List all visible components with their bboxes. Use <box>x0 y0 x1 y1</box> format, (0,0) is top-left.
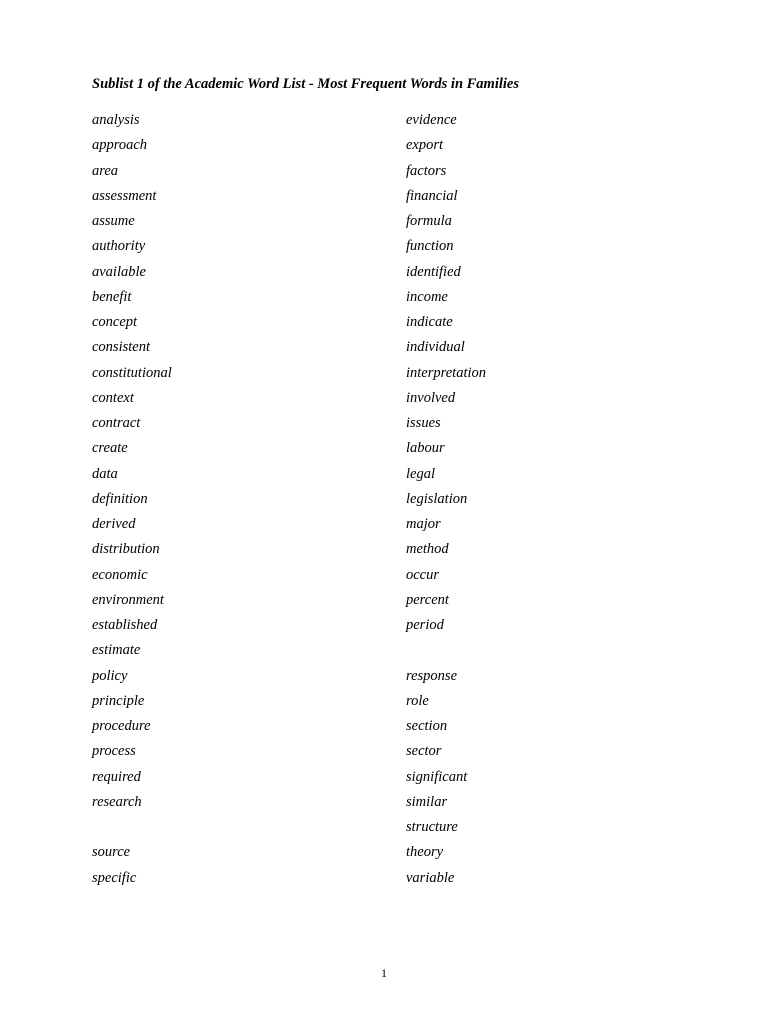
word-row <box>92 537 652 562</box>
word-right-column: legislation <box>406 490 468 507</box>
word-right-column: issues <box>406 415 441 432</box>
word-right-column: percent <box>406 591 449 608</box>
word-left-column: approach <box>92 137 148 154</box>
page-title: Sublist 1 of the Academic Word List - Most Frequent Words in Families <box>92 76 519 92</box>
word-right-column: formula <box>406 213 452 230</box>
word-left-column: economic <box>92 566 148 583</box>
word-right-column: structure <box>406 819 458 836</box>
word-left-column: procedure <box>92 718 151 735</box>
word-right-column: evidence <box>406 112 457 129</box>
word-right-column: theory <box>406 844 444 861</box>
word-left-column: context <box>92 389 134 406</box>
word-left-column: research <box>92 793 142 810</box>
word-left-column: process <box>92 743 136 760</box>
word-row <box>92 815 652 840</box>
word-row <box>92 739 652 764</box>
word-right-column: occur <box>406 566 440 583</box>
word-row <box>92 386 652 411</box>
word-left-column: consistent <box>92 339 150 356</box>
word-row <box>92 588 652 613</box>
word-row <box>92 159 652 184</box>
word-row <box>92 411 652 436</box>
word-right-column: identified <box>406 263 461 280</box>
word-left-column: create <box>92 440 128 457</box>
word-left-column: policy <box>92 667 128 684</box>
word-row <box>92 689 652 714</box>
word-row <box>92 209 652 234</box>
word-right-column: significant <box>406 768 468 785</box>
word-row <box>92 133 652 158</box>
word-left-column: derived <box>92 516 136 533</box>
word-right-column: labour <box>406 440 445 457</box>
word-row <box>92 638 652 663</box>
word-left-column: area <box>92 162 119 179</box>
word-row <box>92 487 652 512</box>
word-left-column: assume <box>92 213 135 230</box>
word-right-column: involved <box>406 389 456 406</box>
word-row <box>92 260 652 285</box>
word-left-column: source <box>92 844 131 861</box>
word-left-column: definition <box>92 490 148 507</box>
word-right-column: function <box>406 238 454 255</box>
word-row <box>92 714 652 739</box>
word-right-column: period <box>406 617 444 634</box>
word-left-column: concept <box>92 314 138 331</box>
word-left-column: established <box>92 617 158 634</box>
word-row <box>92 512 652 537</box>
word-right-column: financial <box>406 187 458 204</box>
word-left-column: principle <box>92 692 145 709</box>
word-right-column: major <box>406 516 441 533</box>
word-right-column: response <box>406 667 458 684</box>
word-right-column: legal <box>406 465 435 482</box>
word-left-column: constitutional <box>92 364 172 381</box>
word-row <box>92 840 652 865</box>
word-row <box>92 613 652 638</box>
word-left-column: benefit <box>92 288 132 305</box>
word-row <box>92 563 652 588</box>
word-right-column: indicate <box>406 314 453 331</box>
word-row <box>92 436 652 461</box>
word-row <box>92 234 652 259</box>
word-right-column: similar <box>406 793 448 810</box>
word-row <box>92 361 652 386</box>
word-right-column: export <box>406 137 444 154</box>
word-row <box>92 866 652 891</box>
word-row <box>92 335 652 360</box>
word-left-column: required <box>92 768 141 785</box>
word-row <box>92 462 652 487</box>
word-row <box>92 790 652 815</box>
word-right-column: method <box>406 541 449 558</box>
word-right-column: variable <box>406 869 455 886</box>
word-list-table <box>92 108 652 891</box>
word-row <box>92 664 652 689</box>
word-left-column: assessment <box>92 187 157 204</box>
word-right-column: income <box>406 288 448 305</box>
word-right-column: sector <box>406 743 442 760</box>
word-right-column: individual <box>406 339 465 356</box>
word-row <box>92 108 652 133</box>
word-left-column: analysis <box>92 112 140 129</box>
word-row <box>92 285 652 310</box>
word-right-column: section <box>406 718 448 735</box>
word-left-column: estimate <box>92 642 141 659</box>
word-left-column: authority <box>92 238 146 255</box>
word-right-column: factors <box>406 162 447 179</box>
word-right-column: role <box>406 692 429 709</box>
word-left-column: environment <box>92 591 164 608</box>
word-row <box>92 765 652 790</box>
word-left-column: specific <box>92 869 137 886</box>
word-row <box>92 184 652 209</box>
word-right-column: interpretation <box>406 364 487 381</box>
page-number: 1 <box>381 966 387 980</box>
word-left-column: available <box>92 263 146 280</box>
word-left-column: distribution <box>92 541 160 558</box>
word-row <box>92 310 652 335</box>
word-left-column: contract <box>92 415 141 432</box>
word-left-column: data <box>92 465 118 482</box>
